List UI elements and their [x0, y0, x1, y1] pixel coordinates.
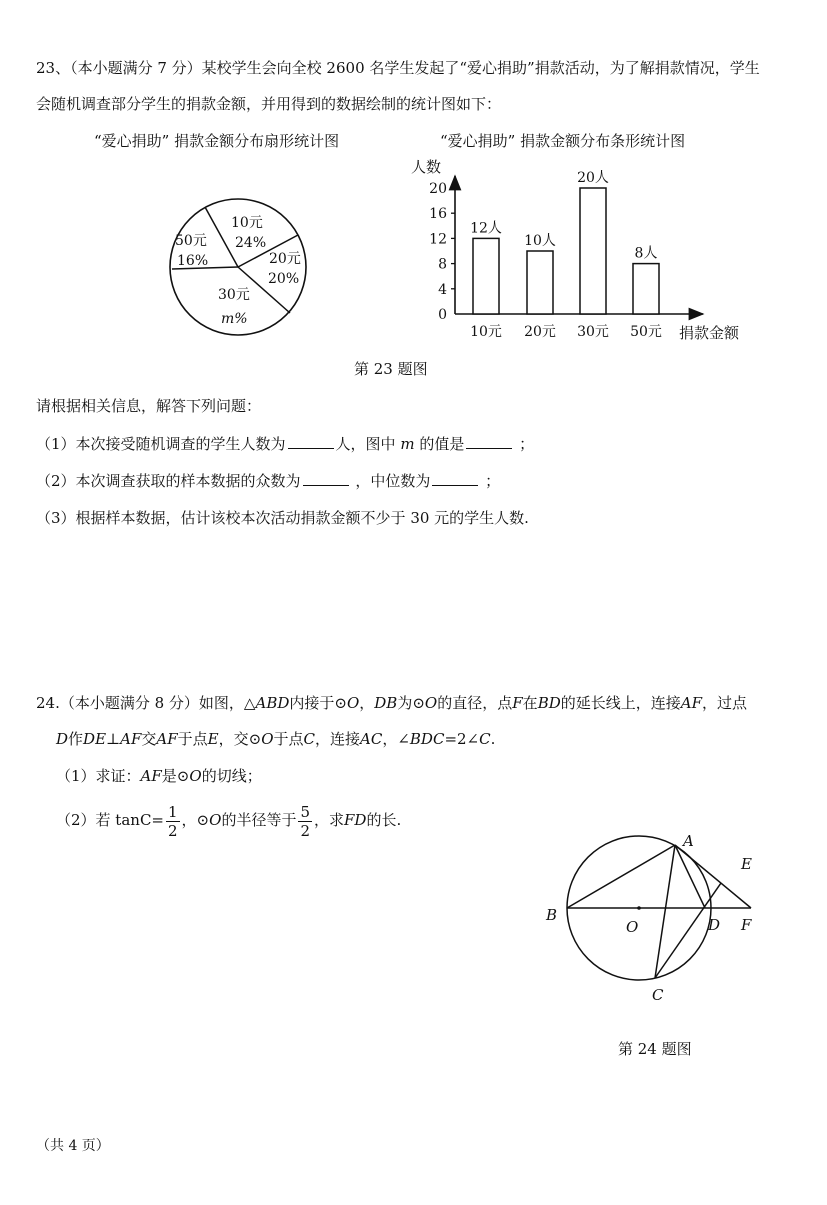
q24-l2-h: ，∠: [382, 730, 410, 748]
q24-p2-d: ，求: [314, 811, 345, 829]
bar-category-label: 50元: [630, 324, 662, 340]
pie-value-20: 20%: [268, 271, 300, 287]
q24-line1: [36, 693, 747, 713]
q24-l1-c: ，: [359, 694, 375, 712]
bar-data-label: 12人: [470, 220, 502, 237]
label-a: A: [683, 832, 694, 850]
q23-part3: （3）根据样本数据，估计该校本次活动捐款金额不少于 30 元的学生人数.: [36, 509, 529, 527]
pie-value-10: 24%: [235, 235, 267, 251]
q23-part1-text-d: ；: [519, 435, 535, 453]
q24-l2-dd: ，交⊙: [218, 730, 262, 748]
frac1-denominator: 2: [168, 821, 178, 840]
pie-value-50: 16%: [177, 253, 209, 269]
q23-intro: 请根据相关信息，解答下列问题：: [36, 397, 262, 415]
fraction-five-halves: [298, 803, 312, 840]
q24-l2-c2: C: [479, 730, 491, 748]
q24-l1-g: 在: [522, 694, 538, 712]
label-c: C: [652, 986, 664, 1004]
pie-label-50: 50元: [175, 233, 207, 249]
bar-category-label: 30元: [577, 324, 609, 340]
pie-chart-title: “爱心捐助” 捐款金额分布扇形统计图: [94, 132, 340, 150]
q24-l2-ac: AC: [360, 730, 383, 748]
label-e: E: [741, 855, 752, 873]
q24-p1-af: AF: [140, 767, 162, 785]
q24-l2-i: =2∠: [444, 730, 480, 748]
q24-l1-d: 为⊙: [397, 694, 425, 712]
bar-0: [473, 238, 499, 314]
q24-l1-bd: BD: [537, 694, 561, 712]
bar-chart-title: “爱心捐助” 捐款金额分布条形统计图: [440, 132, 686, 150]
q24-p1-b: 是⊙: [161, 767, 190, 785]
q24-l2-af: AF: [156, 730, 178, 748]
bar-ytick-label: 8: [438, 256, 447, 273]
q24-l2-j: .: [490, 730, 496, 748]
line-af: [675, 845, 751, 908]
q24-part1: [56, 766, 262, 786]
q24-l2-e: E: [207, 730, 219, 748]
q24-p1-a: （1）求证：: [56, 767, 141, 785]
q23-figure-caption: 第 23 题图: [354, 360, 428, 378]
pie-label-20: 20元: [269, 251, 301, 267]
q23-line1: 23、（本小题满分 7 分）某校学生会向全校 2600 名学生发起了“爱心捐助”捐款活动，为了解捐款情况，学生: [36, 59, 760, 77]
q24-p1-c: 的切线；: [201, 767, 262, 785]
q24-figure-caption: 第 24 题图: [618, 1040, 692, 1058]
label-o: O: [626, 918, 639, 936]
q23-part2-text-b: ，中位数为: [355, 472, 431, 490]
q24-l1-i: ，过点: [702, 694, 748, 712]
label-b: B: [546, 906, 558, 924]
frac2-numerator: 5: [300, 802, 310, 821]
q24-p1-o: O: [189, 767, 202, 785]
q23-line2: 会随机调查部分学生的捐款金额，并用得到的数据绘制的统计图如下：: [36, 95, 502, 113]
bar-category-label: 10元: [470, 324, 502, 340]
q24-p2-c: 的半径等于: [221, 811, 297, 829]
geometry-figure: [538, 820, 778, 1010]
q23-part1-text-a: （1）本次接受随机调查的学生人数为: [36, 435, 286, 453]
bar-ytick-label: 20: [429, 181, 447, 197]
q24-l1-e: 的直径，点: [437, 694, 513, 712]
answer-blank-m[interactable]: [466, 434, 512, 449]
q24-l2-cc: C: [303, 730, 315, 748]
frac2-denominator: 2: [300, 821, 310, 840]
bar-ytick-label: 4: [438, 281, 447, 298]
q24-l1-abd: ABD: [255, 694, 290, 712]
q24-l2-o: O: [261, 730, 274, 748]
bar-1: [527, 251, 553, 314]
bar-ytick-label: 16: [429, 206, 447, 223]
bar-category-label: 20元: [524, 324, 556, 340]
frac1-numerator: 1: [168, 802, 178, 821]
answer-blank-median[interactable]: [432, 471, 478, 486]
line-ba: [567, 845, 675, 908]
pie-value-30: m%: [221, 311, 248, 327]
line-ad: [675, 845, 705, 908]
pie-label-10: 10元: [231, 215, 263, 231]
q23-part2-text-c: ；: [485, 472, 501, 490]
q23-part2-text-a: （2）本次调查获取的样本数据的众数为: [36, 472, 301, 490]
q24-l2-c: 于点: [177, 730, 208, 748]
fraction-one-half: [166, 803, 180, 840]
q24-l1-b: 内接于⊙: [289, 694, 347, 712]
q24-l2-d: D: [56, 730, 69, 748]
q24-l2-g: ，连接: [315, 730, 361, 748]
q24-p2-b: ，⊙: [181, 811, 210, 829]
q24-p2-o: O: [209, 811, 222, 829]
bar-data-label: 10人: [524, 233, 556, 249]
pie-label-30: 30元: [218, 287, 250, 303]
q23-part2: [36, 471, 500, 491]
bar-3: [633, 264, 659, 314]
q23-part1-m: m: [400, 435, 415, 453]
q24-l2-a: 作: [68, 730, 84, 748]
bar-xlabel: 捐款金额: [679, 324, 740, 342]
center-dot: [637, 906, 641, 910]
bar-ylabel: 人数: [411, 158, 442, 176]
q24-l1-db: DB: [374, 694, 398, 712]
q24-p2-e: 的长.: [366, 811, 402, 829]
label-f: F: [741, 916, 752, 934]
q24-l2-b: 交: [141, 730, 157, 748]
q24-l2-bdc: BDC: [409, 730, 445, 748]
bar-ytick-label: 12: [429, 231, 447, 248]
q24-l1-o1: O: [346, 694, 360, 712]
line-ac: [655, 845, 675, 978]
q24-l1-a: 24.（本小题满分 8 分）如图，△: [36, 694, 256, 712]
q24-l1-f: F: [512, 694, 523, 712]
pie-chart: [165, 185, 315, 345]
bar-data-label: 20人: [577, 170, 609, 186]
q24-line2: [56, 729, 495, 749]
label-d: D: [708, 916, 721, 934]
q24-part2: [56, 800, 401, 840]
q23-part1: [36, 434, 534, 454]
bar-2: [580, 188, 606, 314]
q24-l1-o2: O: [424, 694, 438, 712]
bar-ytick-label: 0: [438, 307, 447, 323]
q24-l2-f: 于点: [273, 730, 304, 748]
q24-p2-a: （2）若 tanC=: [56, 811, 164, 829]
q23-part1-text-c: 的值是: [419, 435, 465, 453]
q24-p2-fd: FD: [344, 811, 367, 829]
q23-part1-text-b: 人，图中: [335, 435, 396, 453]
q24-l2-deaf: DE⊥AF: [83, 730, 142, 748]
answer-blank-mode[interactable]: [303, 471, 349, 486]
answer-blank-count[interactable]: [288, 434, 334, 449]
page-footer: （共 4 页）: [36, 1138, 110, 1154]
q24-l1-af: AF: [680, 694, 703, 712]
bar-chart: [405, 152, 755, 348]
bar-data-label: 8人: [634, 245, 658, 262]
q24-l1-h: 的延长线上，连接: [560, 694, 681, 712]
